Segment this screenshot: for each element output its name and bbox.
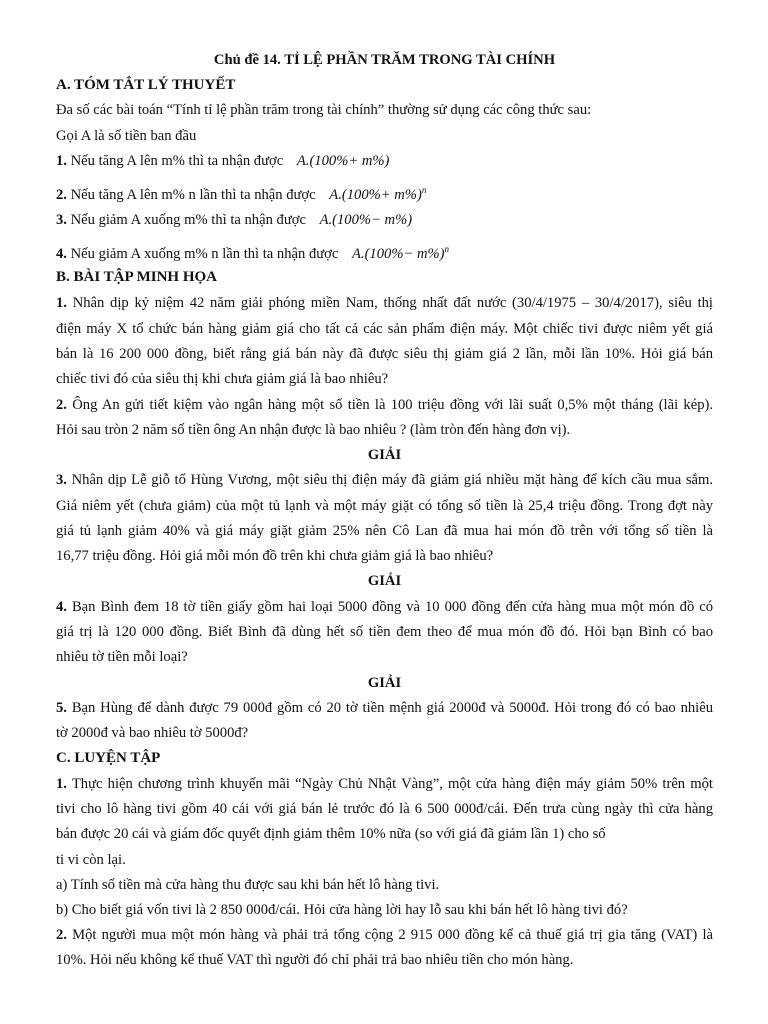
line-text: Nhân dịp Lễ giỗ tổ Hùng Vương, một siêu thị điện máy đã giảm giá nhiều mặt hàng để kích cầu mua sắm. xyxy=(71,472,713,488)
problem-b5-line-1 xyxy=(56,699,713,718)
problem-b3-line-3: giá tủ lạnh giảm 40% và giá máy giặt giảm 25% nên Cô Lan đã mua hai món đồ trên với tổng số tiền là xyxy=(56,523,713,539)
section-a-heading: A. TÓM TẮT LÝ THUYẾT xyxy=(56,77,236,93)
formula-text: Nếu tăng A lên m% thì ta nhận được xyxy=(70,153,284,169)
section-a-intro: Đa số các bài toán “Tính tỉ lệ phần trăm trong tài chính” thường sử dụng các công thức sau: xyxy=(56,102,592,118)
formula-text: Nếu giảm A xuống m% n lần thì ta nhận được xyxy=(70,245,339,262)
formula-expression: A.(100%− m%) xyxy=(352,245,445,262)
line-text: Bạn Bình đem 18 tờ tiền giấy gồm hai loại 5000 đồng và 10 000 đồng đến cửa hàng mua một món đồ có xyxy=(71,599,713,615)
item-number: 3. xyxy=(56,212,67,228)
item-number: 1. xyxy=(56,153,67,169)
problem-b1-line-3: bán là 16 200 000 đồng, biết rằng giá bán này đã được siêu thị giảm giá 2 lần, mỗi lần 10%. Hỏi giá bán xyxy=(56,346,713,362)
item-number: 2. xyxy=(56,186,67,203)
problem-c1-part-b: b) Cho biết giá vốn tivi là 2 850 000đ/cái. Hỏi cửa hàng lời hay lỗ sau khi bán hết lô hàng tivi đó? xyxy=(56,902,628,918)
section-a-given: Gọi A là số tiền ban đầu xyxy=(56,128,197,144)
formula-expression: A.(100%− m%) xyxy=(319,212,413,228)
problem-b3-line-2: Giá niêm yết (chưa giảm) của một tủ lạnh và một máy giặt có tổng số tiền là 25,4 triệu đồng. Trong đợt này xyxy=(56,498,713,514)
problem-b2-line-2: Hỏi sau tròn 2 năm số tiền ông An nhận được là bao nhiêu ? (làm tròn đến hàng đơn vị). xyxy=(56,422,571,438)
formula-item-1 xyxy=(56,152,713,171)
problem-b3-line-1 xyxy=(56,471,713,490)
problem-b4-line-2: giá trị là 120 000 đồng. Biết Bình đã dùng hết số tiền đem theo để mua món đồ đó. Hỏi bạn Bình có bao xyxy=(56,624,713,640)
section-c-heading: C. LUYỆN TẬP xyxy=(56,750,161,766)
line-text: Một người mua một món hàng và phải trả tổng cộng 2 915 000 đồng kể cả thuế giá trị gia tăng (VAT) là xyxy=(72,927,713,943)
line-text: Thực hiện chương trình khuyến mãi “Ngày Chủ Nhật Vàng”, một cửa hàng điện máy giảm 50% trên một xyxy=(71,776,713,792)
problem-c1-line-1 xyxy=(56,775,713,794)
problem-b5-line-2: tờ 2000đ và bao nhiêu tờ 5000đ? xyxy=(56,725,249,741)
problem-b1-line-1 xyxy=(56,294,713,313)
item-number: 1. xyxy=(56,776,67,792)
line-text: Nhân dịp kỷ niệm 42 năm giải phóng miền Nam, thống nhất đất nước (30/4/1975 – 30/4/2017), siêu thị xyxy=(72,295,713,311)
solution-heading-2: GIẢI xyxy=(367,573,402,589)
problem-c2-line-2: 10%. Hỏi nếu không kể thuế VAT thì người đó chỉ phải trả bao nhiêu tiền cho món hàng. xyxy=(56,952,574,968)
formula-expression: A.(100%+ m%) xyxy=(296,153,390,169)
problem-b3-line-4: 16,77 triệu đồng. Hỏi giá mỗi món đồ trên khi chưa giảm giá là bao nhiêu? xyxy=(56,548,494,564)
item-number: 2. xyxy=(56,397,67,413)
item-number: 5. xyxy=(56,700,67,716)
item-number: 1. xyxy=(56,295,67,311)
section-b-heading: B. BÀI TẬP MINH HỌA xyxy=(56,269,217,285)
problem-c2-line-1 xyxy=(56,926,713,945)
item-number: 2. xyxy=(56,927,67,943)
item-number: 4. xyxy=(56,245,67,262)
problem-b4-line-3: nhiêu tờ tiền mỗi loại? xyxy=(56,649,188,665)
problem-c1-line-2: tivi cho lô hàng tivi gồm 40 cái với giá bán lẻ trước đó là 6 500 000đ/cái. Đến trưa cùng ngày thì cửa hàng xyxy=(56,801,713,817)
line-text: Bạn Hùng để dành được 79 000đ gồm có 20 tờ tiền mệnh giá 2000đ và 5000đ. Hỏi trong đó có bao nhiêu xyxy=(71,700,713,716)
problem-c1-line-4: ti vi còn lại. xyxy=(56,852,126,868)
problem-b1-line-4: chiếc tivi đó của siêu thị khi chưa giảm giá là bao nhiêu? xyxy=(56,371,389,387)
problem-c1-part-a: a) Tính số tiền mà cửa hàng thu được sau khi bán hết lô hàng tivi. xyxy=(56,877,440,893)
problem-c1-line-3: bán được 20 cái và giám đốc quyết định giảm thêm 10% nữa (so với giá đã giảm lần 1) cho số xyxy=(56,826,606,842)
page-title: Chủ đề 14. TỈ LỆ PHẦN TRĂM TRONG TÀI CHÍNH xyxy=(213,52,556,68)
formula-item-4 xyxy=(56,240,713,264)
formula-text: Nếu tăng A lên m% n lần thì ta nhận được xyxy=(70,186,316,203)
formula-item-2 xyxy=(56,181,713,205)
problem-b2-line-1 xyxy=(56,396,713,415)
formula-expression: A.(100%+ m%) xyxy=(329,186,422,203)
formula-exponent: n xyxy=(444,244,450,254)
item-number: 4. xyxy=(56,599,67,615)
item-number: 3. xyxy=(56,472,67,488)
formula-exponent: n xyxy=(421,185,427,195)
line-text: Ông An gửi tiết kiệm vào ngân hàng một số tiền là 100 triệu đồng với lãi suất 0,5% một tháng (lãi kép). xyxy=(72,397,713,413)
formula-text: Nếu giảm A xuống m% thì ta nhận được xyxy=(70,212,306,228)
problem-b1-line-2: điện máy X tổ chức bán hàng giảm giá cho tất cả các sản phẩm điện máy. Một chiếc tivi được niêm yết giá xyxy=(56,321,713,337)
solution-heading-1: GIẢI xyxy=(367,447,402,463)
formula-item-3 xyxy=(56,211,713,230)
solution-heading-3: GIẢI xyxy=(367,675,402,691)
problem-b4-line-1 xyxy=(56,598,713,617)
